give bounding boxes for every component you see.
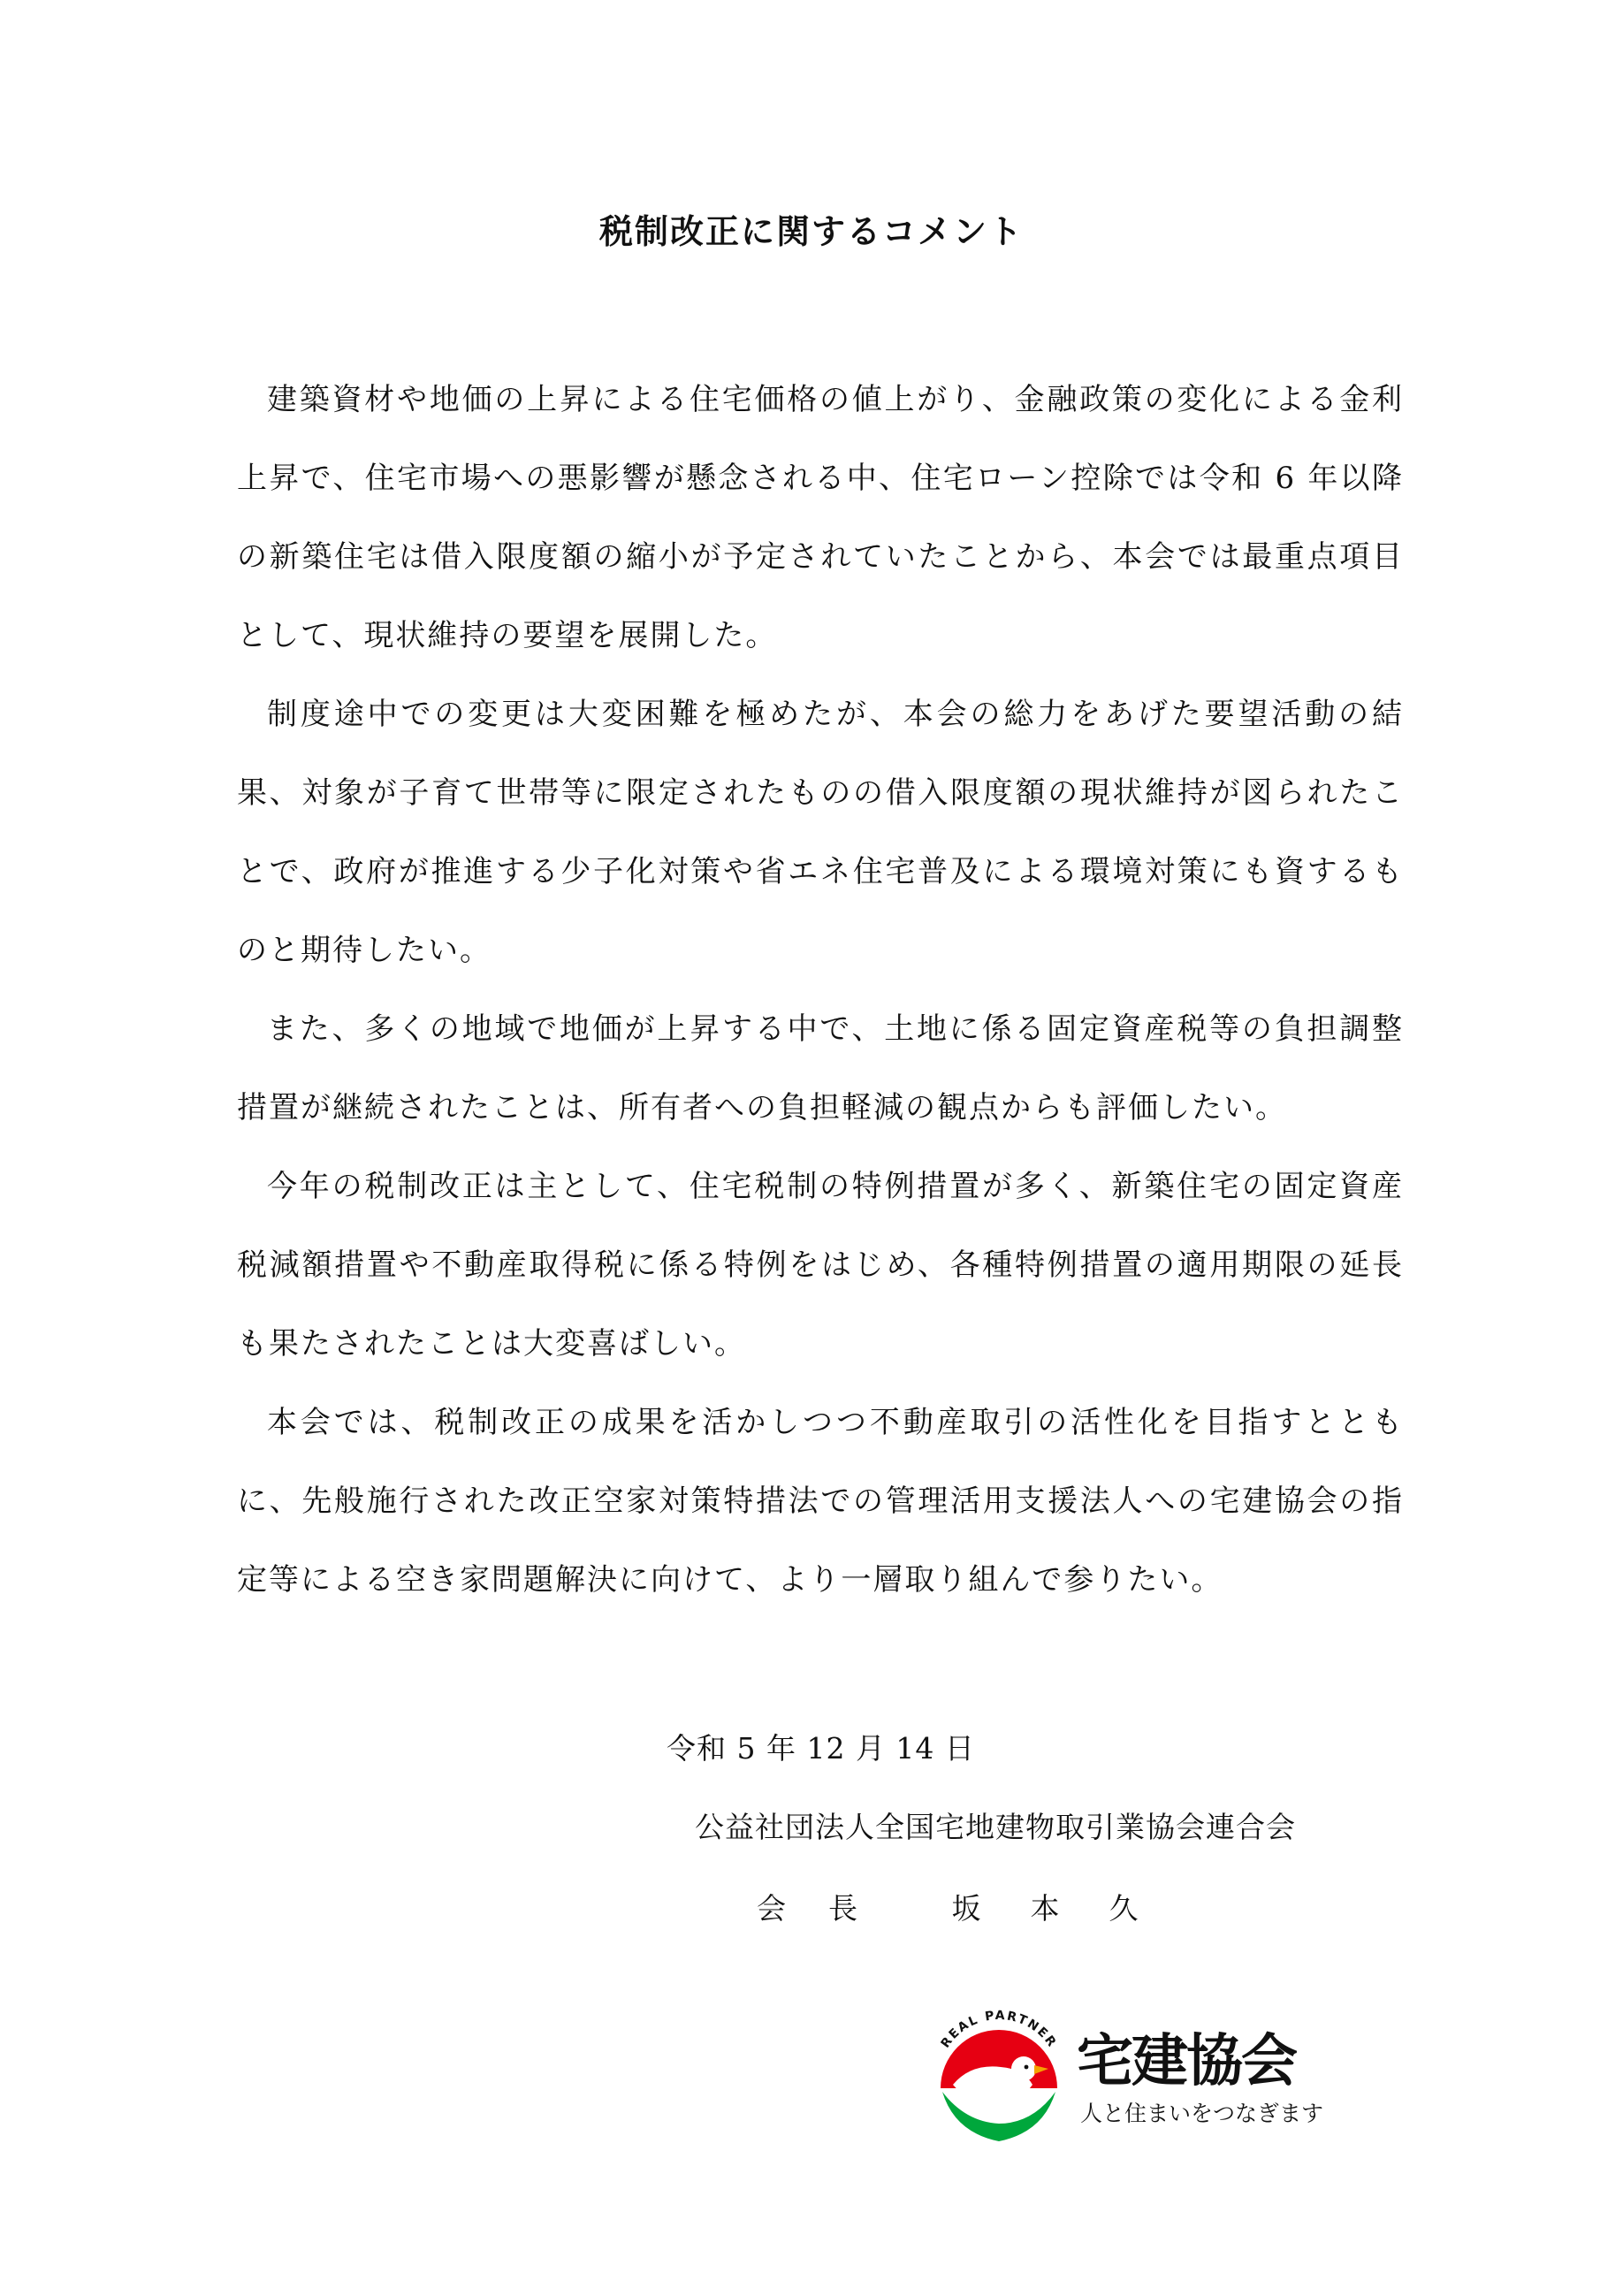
paragraph: 建築資材や地価の上昇による住宅価格の値上がり、金融政策の変化による金利上昇で、住宅市場への悪影響が懸念される中、住宅ローン控除では令和 6 年以降の新築住宅は借入限度額の縮小が予定されていたことから、本会では最重点項目として、現状維持の要望を展開した。 <box>237 382 1404 653</box>
signer-role: 会長 <box>757 1891 900 1926</box>
logo-tagline: 人と住まいをつなぎます <box>1080 2101 1324 2126</box>
document-date: 令和 5 年 12 月 14 日 <box>667 1731 975 1766</box>
dove-emblem-icon <box>919 2000 1078 2159</box>
paragraph: また、多くの地域で地価が上昇する中で、土地に係る固定資産税等の負担調整措置が継続されたことは、所有者への負担軽減の観点からも評価したい。 <box>237 1011 1404 1125</box>
signature-block <box>757 1887 1188 1931</box>
paragraph: 今年の税制改正は主として、住宅税制の特例措置が多く、新築住宅の固定資産税減額措置や不動産取得税に係る特例をはじめ、各種特例措置の適用期限の延長も果たされたことは大変喜ばしい。 <box>237 1169 1404 1362</box>
logo-wordmark: 宅建協会 <box>1077 2029 1296 2094</box>
logo-arc-text: REAL PARTNER <box>938 2008 1060 2051</box>
organization-name: 公益社団法人全国宅地建物取引業協会連合会 <box>695 1810 1296 1844</box>
signer-name: 坂本久 <box>951 1891 1188 1926</box>
document-title: 税制改正に関するコメント <box>598 212 1024 251</box>
zentaku-logo <box>919 2000 1379 2159</box>
document-body <box>237 361 1404 1620</box>
paragraph: 制度途中での変更は大変困難を極めたが、本会の総力をあげた要望活動の結果、対象が子育て世帯等に限定されたものの借入限度額の現状維持が図られたことで、政府が推進する少子化対策や省エネ住宅普及による環境対策にも資するものと期待したい。 <box>237 697 1404 968</box>
paragraph: 本会では、税制改正の成果を活かしつつ不動産取引の活性化を目指すとともに、先般施行された改正空家対策特措法での管理活用支援法人への宅建協会の指定等による空き家問題解決に向けて、より一層取り組んで参りたい。 <box>237 1405 1404 1598</box>
